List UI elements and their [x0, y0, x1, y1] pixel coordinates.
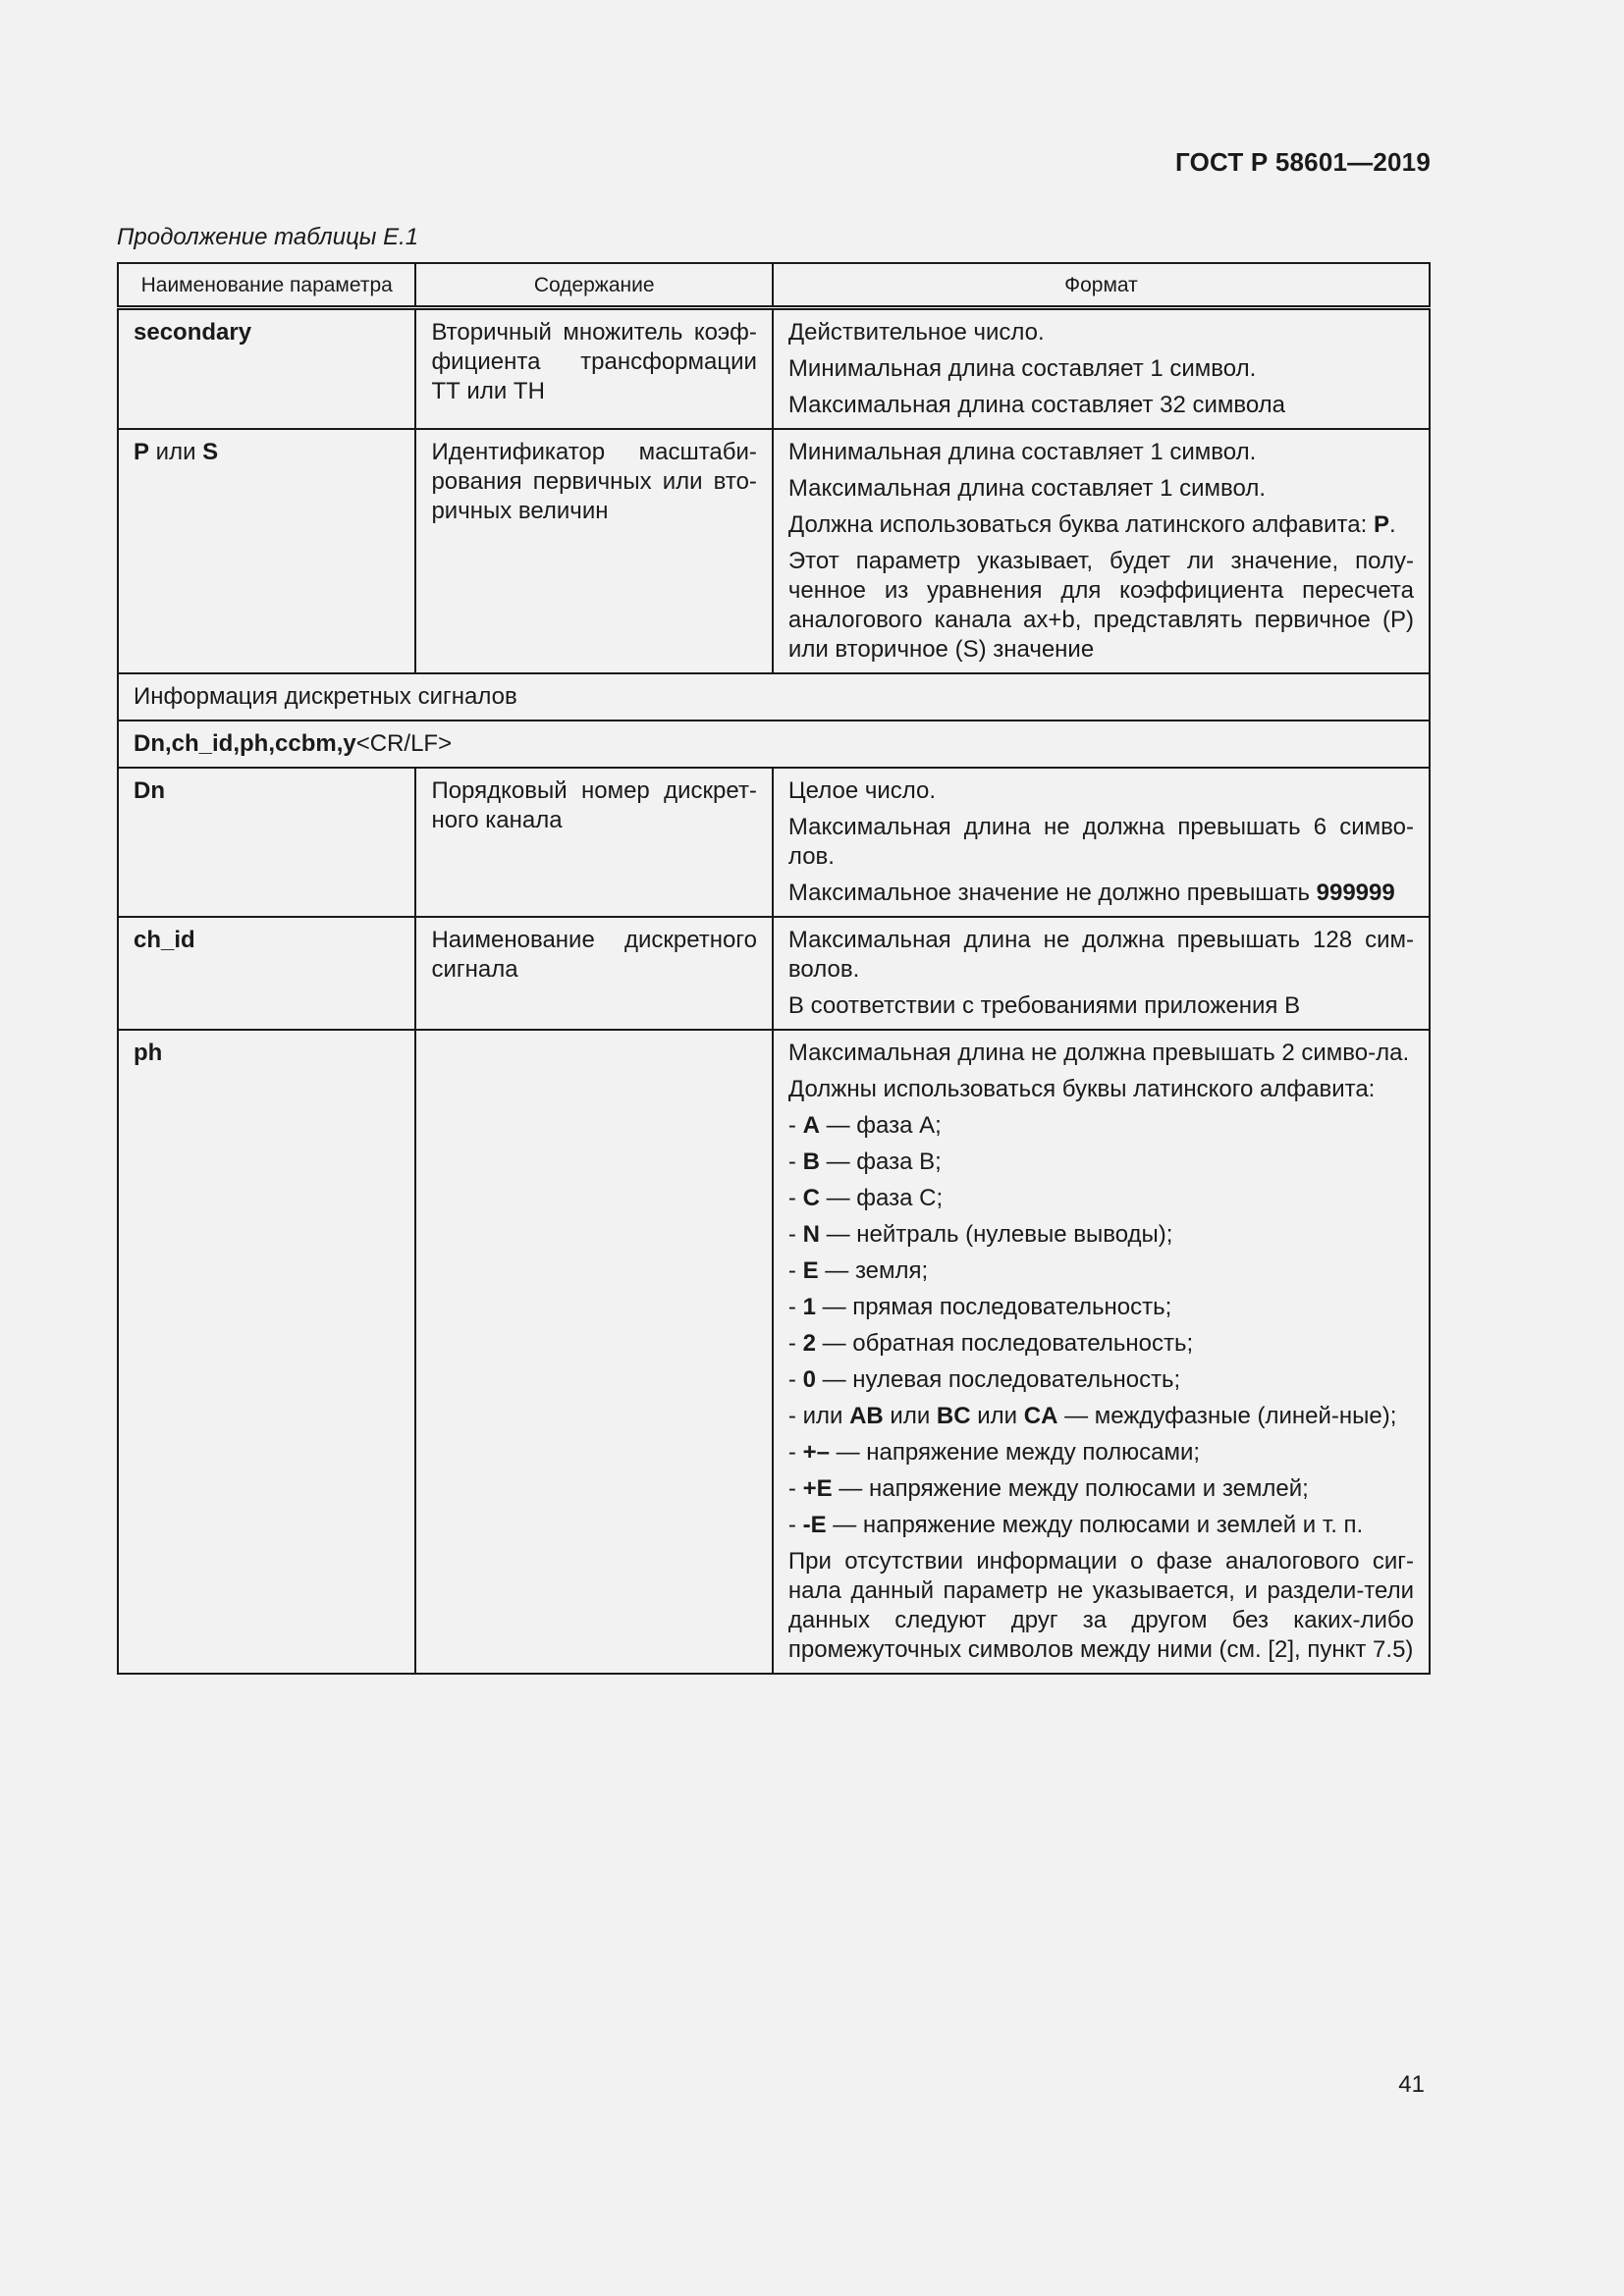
section-row	[118, 673, 1430, 721]
phase-desc: — прямая последовательность;	[815, 1294, 1172, 1320]
list-item: - 1 — прямая последовательность;	[787, 1294, 1172, 1320]
param-format	[773, 308, 1430, 430]
phase-desc: — напряжение между полюсами и землей;	[832, 1475, 1309, 1502]
param-name-or: или	[149, 439, 203, 465]
format-code: P	[1373, 511, 1389, 538]
list-item: - E — земля;	[787, 1257, 929, 1284]
phase-desc: — фаза В;	[819, 1148, 942, 1175]
column-header-name: Наименование параметра	[118, 263, 415, 308]
list-item: - N — нейтраль (нулевые выводы);	[787, 1221, 1173, 1248]
or-sep: или	[883, 1403, 937, 1429]
format-line: Должны использоваться буквы латинского алфавита:	[787, 1076, 1376, 1102]
table-row-ch-id	[118, 917, 1430, 1030]
phase-desc: — напряжение между полюсами и землей и т. п.	[826, 1512, 1364, 1538]
or-prefix: - или	[787, 1403, 850, 1429]
format-line	[788, 510, 1414, 540]
or-sep: или	[970, 1403, 1024, 1429]
phase-desc: — обратная последовательность;	[815, 1330, 1194, 1357]
column-header-format: Формат	[773, 263, 1430, 308]
format-text: Максимальное значение не должно превышать	[787, 880, 1317, 906]
column-header-content: Содержание	[415, 263, 772, 308]
phase-code: B	[802, 1148, 820, 1175]
format-line: Максимальная длина не должна превышать 128 сим-волов.	[787, 927, 1414, 983]
page-number: 41	[1398, 2071, 1425, 2098]
list-item: - +E — напряжение между полюсами и землей;	[787, 1475, 1309, 1502]
phase-desc: — фаза С;	[819, 1185, 944, 1211]
table-row-dn	[118, 768, 1430, 917]
format-line: Действительное число.	[787, 319, 1045, 346]
phase-code: 1	[802, 1294, 816, 1320]
syntax-terminator: <CR/LF>	[355, 730, 453, 757]
param-format	[773, 1030, 1430, 1674]
list-item: - 0 — нулевая последовательность;	[787, 1366, 1181, 1393]
syntax-fields: Dn,ch_id,ph,ccbm,y	[134, 730, 356, 757]
parameter-table	[117, 262, 1431, 1675]
phase-code: A	[802, 1112, 820, 1139]
format-text: Должна использоваться буква латинского алфавита:	[787, 511, 1374, 538]
param-name-p: P	[134, 439, 150, 465]
phase-code: -E	[802, 1512, 827, 1538]
format-line: В соответствии с требованиями приложения В	[787, 992, 1301, 1019]
phase-code: BC	[936, 1403, 971, 1429]
param-content: Порядковый номер дискрет-ного канала	[415, 768, 772, 917]
param-content: Идентификатор масштаби-рования первичных или вто-ричных величин	[415, 429, 772, 673]
section-title: Информация дискретных сигналов	[118, 673, 1430, 721]
list-item: - A — фаза А;	[787, 1112, 942, 1139]
param-name-s: S	[202, 439, 219, 465]
syntax-row	[118, 721, 1430, 768]
param-name	[118, 429, 415, 673]
table-row-secondary	[118, 308, 1430, 430]
list-item: - 2 — обратная последовательность;	[787, 1330, 1194, 1357]
list-item: - C — фаза С;	[787, 1185, 944, 1211]
phase-desc: — нулевая последовательность;	[815, 1366, 1181, 1393]
format-line: Этот параметр указывает, будет ли значение, полу-ченное из уравнения для коэффициента пересчета аналогового канала ax+b, представлять первичное (P) или вторичное (S) значение	[787, 548, 1414, 663]
list-item	[788, 1402, 1414, 1431]
table-caption: Продолжение таблицы Е.1	[117, 224, 419, 250]
param-format	[773, 429, 1430, 673]
phase-code: 2	[802, 1330, 816, 1357]
format-line: Максимальная длина составляет 1 символ.	[787, 475, 1267, 502]
list-item: - -E — напряжение между полюсами и землей и т. п.	[787, 1512, 1364, 1538]
format-code: 999999	[1316, 880, 1395, 906]
standard-code: ГОСТ Р 58601—2019	[1175, 147, 1431, 177]
syntax-line	[118, 721, 1430, 768]
table-row-ph	[118, 1030, 1430, 1674]
phase-code: +–	[802, 1439, 830, 1466]
param-format	[773, 917, 1430, 1030]
phase-code: 0	[802, 1366, 816, 1393]
param-name: ch_id	[118, 917, 415, 1030]
param-name: secondary	[118, 308, 415, 430]
param-name: Dn	[118, 768, 415, 917]
phase-code: CA	[1023, 1403, 1058, 1429]
phase-code: E	[802, 1257, 819, 1284]
phase-desc: — напряжение между полюсами;	[829, 1439, 1201, 1466]
table-row-p-or-s	[118, 429, 1430, 673]
format-line: Минимальная длина составляет 1 символ.	[787, 355, 1257, 382]
format-line: Максимальная длина не должна превышать 6 симво-лов.	[787, 814, 1414, 870]
list-item: - B — фаза В;	[787, 1148, 942, 1175]
format-line: При отсутствии информации о фазе аналогового сиг-нала данный параметр не указывается, и раздели-тели данных следуют друг за другом без каких-либо промежуточных символов между ними (см. [2], пункт 7.5)	[787, 1548, 1414, 1663]
phase-desc: — фаза А;	[819, 1112, 942, 1139]
phase-desc: — междуфазные (линей-ные);	[1057, 1403, 1397, 1429]
param-content	[415, 1030, 772, 1674]
phase-desc: — нейтраль (нулевые выводы);	[819, 1221, 1173, 1248]
table-header-row	[118, 263, 1430, 308]
format-line: Максимальная длина не должна превышать 2 симво-ла.	[787, 1040, 1410, 1066]
phase-desc: — земля;	[818, 1257, 929, 1284]
format-line: Целое число.	[787, 777, 937, 804]
format-line	[788, 879, 1414, 908]
param-format	[773, 768, 1430, 917]
param-content: Вторичный множитель коэф-фициента трансформации ТТ или ТН	[415, 308, 772, 430]
param-content: Наименование дискретного сигнала	[415, 917, 772, 1030]
format-line: Минимальная длина составляет 1 символ.	[787, 439, 1257, 465]
phase-code: +E	[802, 1475, 833, 1502]
phase-code: C	[802, 1185, 820, 1211]
phase-code: AB	[849, 1403, 884, 1429]
phase-code: N	[802, 1221, 820, 1248]
format-line: Максимальная длина составляет 32 символа	[787, 392, 1286, 418]
param-name: ph	[118, 1030, 415, 1674]
format-text: .	[1388, 511, 1396, 538]
list-item: - +– — напряжение между полюсами;	[787, 1439, 1201, 1466]
